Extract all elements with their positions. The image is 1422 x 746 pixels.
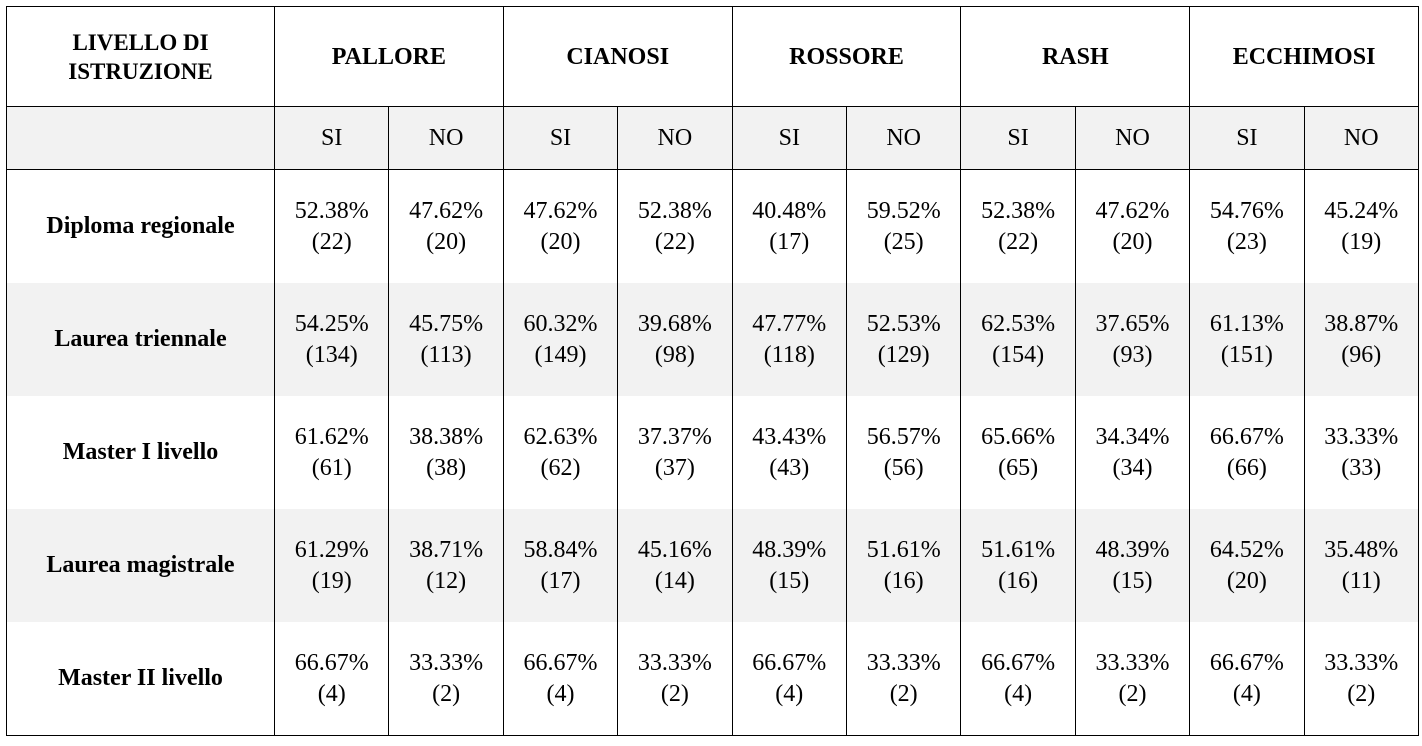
cell-count: (17) [769, 228, 810, 255]
cell-count: (25) [883, 228, 924, 255]
table-cell [961, 396, 1075, 509]
table-cell [618, 283, 732, 396]
subheader-si: SI [961, 107, 1075, 170]
cell-percentage: 51.61% [866, 536, 941, 563]
cell-percentage: 33.33% [409, 649, 484, 676]
cell-count: (4) [546, 680, 575, 707]
cell-percentage: 60.32% [523, 310, 598, 337]
row-label: Master I livello [7, 396, 275, 509]
cell-percentage: 47.62% [409, 197, 484, 224]
subheader-no: NO [1075, 107, 1189, 170]
table-row [7, 170, 1419, 284]
table-cell [961, 622, 1075, 736]
cell-percentage: 52.38% [981, 197, 1056, 224]
cell-percentage: 40.48% [752, 197, 827, 224]
table-cell [1075, 622, 1189, 736]
row-label: Laurea magistrale [7, 509, 275, 622]
cell-count: (65) [998, 454, 1039, 481]
table-cell [1190, 509, 1304, 622]
cell-count: (22) [998, 228, 1039, 255]
cell-percentage: 34.34% [1095, 423, 1170, 450]
subheader-si: SI [1190, 107, 1304, 170]
subheader-row [7, 107, 1419, 170]
cell-percentage: 58.84% [523, 536, 598, 563]
table-cell [503, 170, 617, 284]
cell-count: (34) [1112, 454, 1153, 481]
table-cell [732, 170, 846, 284]
table-cell [389, 509, 503, 622]
cell-percentage: 47.62% [1095, 197, 1170, 224]
table-cell [1304, 622, 1418, 736]
table-row [7, 396, 1419, 509]
table-cell [1075, 283, 1189, 396]
cell-count: (16) [883, 567, 924, 594]
table-cell [618, 170, 732, 284]
cell-percentage: 45.75% [409, 310, 484, 337]
table-cell [389, 396, 503, 509]
cell-count: (15) [769, 567, 810, 594]
table-cell [275, 396, 389, 509]
cell-count: (19) [311, 567, 352, 594]
cell-count: (151) [1220, 341, 1273, 368]
cell-percentage: 61.62% [294, 423, 369, 450]
cell-percentage: 33.33% [866, 649, 941, 676]
cell-percentage: 37.65% [1095, 310, 1170, 337]
subheader-no: NO [846, 107, 960, 170]
cell-count: (33) [1341, 454, 1382, 481]
table-cell [275, 170, 389, 284]
table-cell [389, 622, 503, 736]
table-cell [1190, 396, 1304, 509]
cell-count: (23) [1226, 228, 1267, 255]
cell-count: (43) [769, 454, 810, 481]
table-cell [732, 622, 846, 736]
cell-count: (20) [426, 228, 467, 255]
subheader-no: NO [1304, 107, 1418, 170]
table-cell [275, 622, 389, 736]
table-row [7, 283, 1419, 396]
table-cell [1075, 396, 1189, 509]
row-label: Master II livello [7, 622, 275, 736]
cell-count: (62) [540, 454, 581, 481]
cell-percentage: 43.43% [752, 423, 827, 450]
education-level-table [6, 6, 1419, 736]
table-cell [1190, 622, 1304, 736]
table-cell [1304, 283, 1418, 396]
table-cell [732, 283, 846, 396]
table-cell [618, 622, 732, 736]
group-header-rossore: ROSSORE [732, 7, 961, 107]
cell-percentage: 66.67% [1209, 423, 1284, 450]
cell-percentage: 38.71% [409, 536, 484, 563]
table-cell [618, 396, 732, 509]
table-cell [961, 170, 1075, 284]
cell-percentage: 64.52% [1209, 536, 1284, 563]
cell-percentage: 66.67% [981, 649, 1056, 676]
cell-percentage: 52.38% [637, 197, 712, 224]
table-cell [1190, 283, 1304, 396]
cell-count: (4) [1004, 680, 1033, 707]
cell-count: (17) [540, 567, 581, 594]
cell-count: (113) [420, 341, 472, 368]
table-cell [275, 283, 389, 396]
table-cell [1304, 170, 1418, 284]
cell-count: (149) [534, 341, 587, 368]
table-cell [389, 170, 503, 284]
cell-percentage: 61.13% [1209, 310, 1284, 337]
subheader-si: SI [503, 107, 617, 170]
cell-count: (38) [426, 454, 467, 481]
cell-count: (16) [998, 567, 1039, 594]
cell-percentage: 35.48% [1324, 536, 1399, 563]
cell-count: (11) [1341, 567, 1381, 594]
cell-percentage: 33.33% [1324, 649, 1399, 676]
table-cell [846, 509, 960, 622]
cell-count: (4) [317, 680, 346, 707]
cell-percentage: 62.63% [523, 423, 598, 450]
cell-count: (4) [775, 680, 804, 707]
cell-count: (37) [654, 454, 695, 481]
cell-count: (4) [1232, 680, 1261, 707]
cell-percentage: 38.38% [409, 423, 484, 450]
cell-count: (20) [540, 228, 581, 255]
header-row [7, 7, 1419, 107]
cell-percentage: 45.24% [1324, 197, 1399, 224]
group-header-pallore: PALLORE [275, 7, 504, 107]
table-cell [503, 622, 617, 736]
subheader-si: SI [732, 107, 846, 170]
cell-count: (134) [305, 341, 358, 368]
subheader-no: NO [618, 107, 732, 170]
cell-percentage: 62.53% [981, 310, 1056, 337]
cell-count: (12) [426, 567, 467, 594]
group-header-cianosi: CIANOSI [503, 7, 732, 107]
cell-count: (14) [654, 567, 695, 594]
subheader-blank [7, 107, 275, 170]
cell-percentage: 51.61% [981, 536, 1056, 563]
cell-count: (61) [311, 454, 352, 481]
cell-percentage: 37.37% [637, 423, 712, 450]
table-cell [1304, 396, 1418, 509]
level-header: LIVELLO DI ISTRUZIONE [7, 7, 275, 107]
cell-percentage: 38.87% [1324, 310, 1399, 337]
cell-count: (98) [654, 341, 695, 368]
table-cell [503, 396, 617, 509]
group-header-rash: RASH [961, 7, 1190, 107]
table-row [7, 622, 1419, 736]
cell-count: (2) [660, 680, 689, 707]
cell-count: (96) [1341, 341, 1382, 368]
cell-percentage: 52.53% [866, 310, 941, 337]
cell-percentage: 48.39% [752, 536, 827, 563]
table-cell [846, 622, 960, 736]
cell-count: (22) [311, 228, 352, 255]
cell-count: (19) [1341, 228, 1382, 255]
cell-percentage: 33.33% [1095, 649, 1170, 676]
subheader-si: SI [275, 107, 389, 170]
cell-percentage: 54.25% [294, 310, 369, 337]
row-label: Laurea triennale [7, 283, 275, 396]
cell-percentage: 66.67% [523, 649, 598, 676]
row-label: Diploma regionale [7, 170, 275, 284]
cell-count: (22) [654, 228, 695, 255]
cell-percentage: 54.76% [1209, 197, 1284, 224]
group-header-ecchimosi: ECCHIMOSI [1190, 7, 1419, 107]
cell-percentage: 47.62% [523, 197, 598, 224]
cell-percentage: 66.67% [752, 649, 827, 676]
cell-percentage: 61.29% [294, 536, 369, 563]
cell-count: (118) [763, 341, 815, 368]
table-cell [732, 509, 846, 622]
subheader-no: NO [389, 107, 503, 170]
cell-percentage: 66.67% [294, 649, 369, 676]
table-cell [846, 396, 960, 509]
table-cell [1304, 509, 1418, 622]
cell-count: (56) [883, 454, 924, 481]
table-cell [618, 509, 732, 622]
cell-percentage: 56.57% [866, 423, 941, 450]
cell-count: (66) [1226, 454, 1267, 481]
cell-percentage: 59.52% [866, 197, 941, 224]
table-cell [503, 509, 617, 622]
cell-count: (154) [992, 341, 1045, 368]
table-cell [275, 509, 389, 622]
cell-percentage: 47.77% [752, 310, 827, 337]
cell-percentage: 33.33% [637, 649, 712, 676]
cell-percentage: 45.16% [637, 536, 712, 563]
table-cell [732, 396, 846, 509]
cell-count: (2) [1118, 680, 1147, 707]
table-body [7, 170, 1419, 736]
table-cell [961, 509, 1075, 622]
table-cell [1190, 170, 1304, 284]
cell-count: (20) [1226, 567, 1267, 594]
cell-count: (20) [1112, 228, 1153, 255]
cell-count: (2) [432, 680, 461, 707]
table-cell [389, 283, 503, 396]
table-cell [1075, 509, 1189, 622]
table-cell [503, 283, 617, 396]
cell-count: (15) [1112, 567, 1153, 594]
table-cell [961, 283, 1075, 396]
cell-count: (2) [889, 680, 918, 707]
cell-percentage: 33.33% [1324, 423, 1399, 450]
cell-percentage: 48.39% [1095, 536, 1170, 563]
cell-count: (2) [1347, 680, 1376, 707]
table-cell [1075, 170, 1189, 284]
cell-percentage: 52.38% [294, 197, 369, 224]
cell-count: (129) [877, 341, 930, 368]
cell-percentage: 65.66% [981, 423, 1056, 450]
cell-percentage: 66.67% [1209, 649, 1284, 676]
cell-count: (93) [1112, 341, 1153, 368]
table-cell [846, 283, 960, 396]
table-row [7, 509, 1419, 622]
cell-percentage: 39.68% [637, 310, 712, 337]
table-cell [846, 170, 960, 284]
